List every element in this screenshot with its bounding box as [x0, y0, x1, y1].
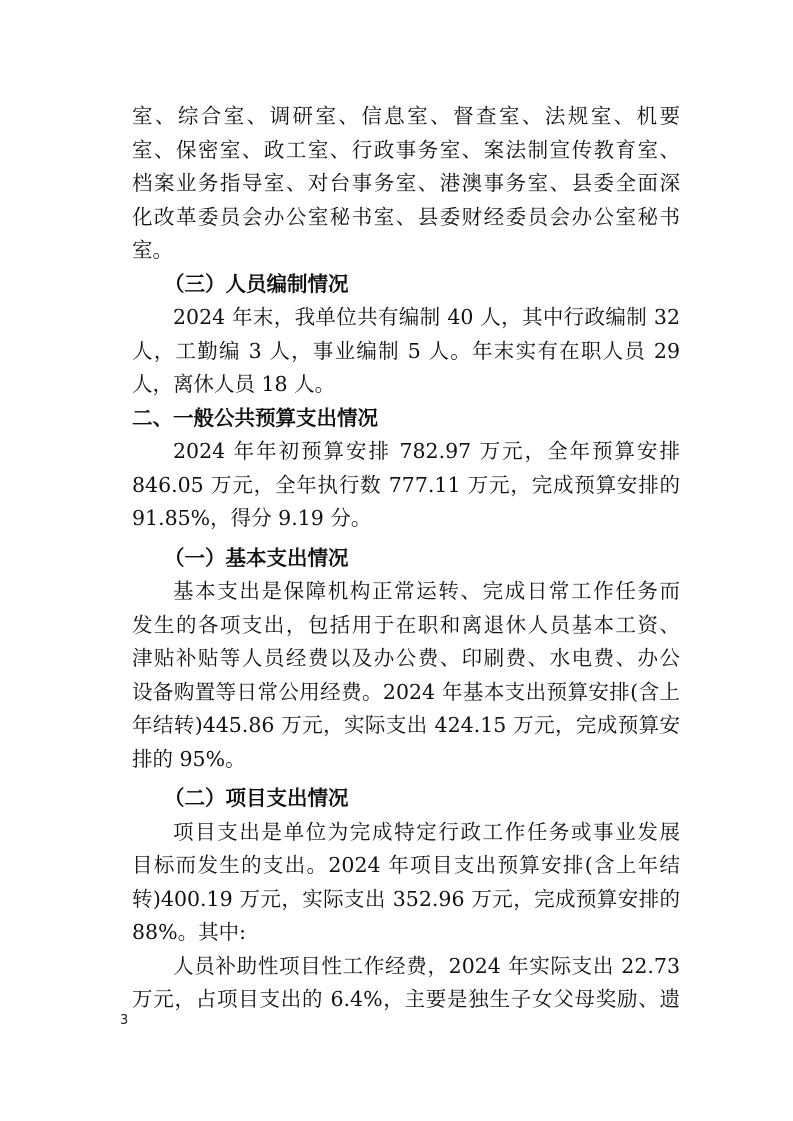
text-line: 室。: [132, 238, 173, 262]
continuation-paragraph: [132, 100, 680, 268]
text-line: 目标而发生的支出。2024 年项目支出预算安排(含上年结: [132, 853, 680, 877]
text-line: 档案业务指导室、对台事务室、港澳事务室、县委全面深: [132, 171, 680, 195]
text-line: 人，离休人员 18 人。: [132, 372, 336, 396]
text-line: 转)400.19 万元，实际支出 352.96 万元，完成预算安排的: [132, 886, 680, 911]
text-line: 室、综合室、调研室、信息室、督查室、法规室、机要: [132, 104, 680, 128]
text-line: 化改革委员会办公室秘书室、县委财经委员会办公室秘书: [132, 204, 680, 229]
document-body: [132, 100, 680, 1017]
text-line: 人员补助性项目性工作经费，2024 年实际支出 22.73: [173, 953, 680, 978]
text-line: 91.85%，得分 9.19 分。: [132, 506, 372, 530]
staffing-heading: （三）人员编制情况: [164, 271, 349, 296]
staffing-paragraph: [132, 301, 680, 402]
basic-expenditure-heading: （一）基本支出情况: [164, 545, 349, 570]
text-line: 排的 95%。: [132, 746, 246, 771]
budget-paragraph: [132, 435, 680, 536]
basic-expenditure-paragraph: [132, 575, 680, 776]
text-line: 年结转)445.86 万元，实际支出 424.15 万元，完成预算安: [132, 713, 680, 737]
text-line: 津贴补贴等人员经费以及办公费、印刷费、水电费、办公: [132, 646, 680, 670]
text-line: 2024 年年初预算安排 782.97 万元，全年预算安排: [173, 439, 680, 463]
text-line: 项目支出是单位为完成特定行政工作任务或事业发展: [173, 819, 680, 844]
subsidy-paragraph: [132, 950, 680, 1017]
text-line: 室、保密室、政工室、行政事务室、案法制宣传教育室、: [132, 137, 680, 162]
text-line: 人，工勤编 3 人，事业编制 5 人。年末实有在职人员 29: [132, 338, 680, 363]
text-line: 设备购置等日常公用经费。2024 年基本支出预算安排(含上: [132, 679, 680, 704]
text-line: 2024 年末，我单位共有编制 40 人，其中行政编制 32: [173, 305, 680, 329]
project-expenditure-heading: （二）项目支出情况: [164, 786, 349, 810]
page-number: 3: [120, 1013, 129, 1028]
text-line: 发生的各项支出，包括用于在职和离退休人员基本工资、: [132, 612, 680, 637]
text-line: 88%。其中:: [132, 920, 246, 944]
text-line: 846.05 万元，全年执行数 777.11 万元，完成预算安排的: [132, 472, 680, 497]
budget-heading: 二、一般公共预算支出情况: [132, 405, 378, 430]
project-expenditure-paragraph: [132, 816, 680, 950]
text-line: 基本支出是保障机构正常运转、完成日常工作任务而: [173, 579, 680, 603]
text-line: 万元，占项目支出的 6.4%，主要是独生子女父母奖励、遗: [132, 987, 680, 1011]
